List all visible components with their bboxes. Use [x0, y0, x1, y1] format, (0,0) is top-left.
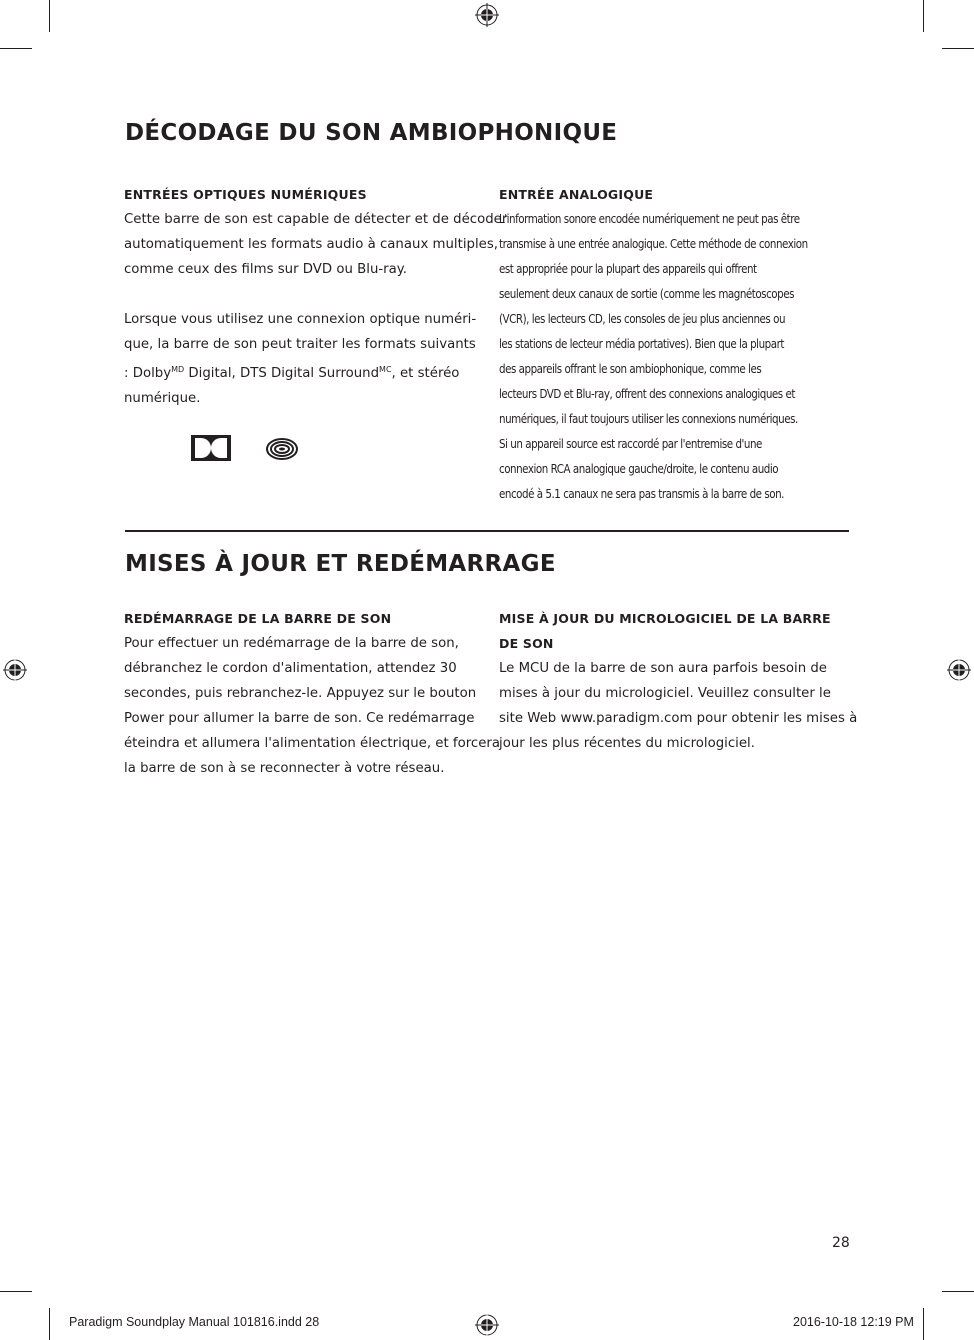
text-line: seulement deux canaux de sortie (comme les magnétoscopes	[499, 287, 794, 301]
crop-mark	[942, 1291, 974, 1292]
text-line: site Web www.paradigm.com pour obtenir les mises à	[499, 711, 858, 726]
registration-mark-icon	[1, 656, 29, 684]
text-line: mises à jour du micrologiciel. Veuillez consulter le	[499, 686, 831, 701]
text-line: encodé à 5.1 canaux ne sera pas transmis à la barre de son.	[499, 487, 784, 501]
dolby-audio-logo	[189, 435, 233, 487]
section-divider	[125, 530, 849, 532]
text-line: débranchez le cordon d'alimentation, attendez 30	[124, 661, 457, 676]
section-title: MISES À JOUR ET REDÉMARRAGE	[125, 551, 556, 577]
text-line: que, la barre de son peut traiter les formats suivants	[124, 337, 476, 352]
text-line: (VCR), les lecteurs CD, les consoles de jeu plus anciennes ou	[499, 312, 786, 326]
text-line: Cette barre de son est capable de détecter et de décoder	[124, 212, 508, 227]
text-line: lecteurs DVD et Blu-ray, offrent des connexions analogiques et	[499, 387, 795, 401]
crop-mark	[923, 0, 924, 32]
dts-swirl-icon	[265, 436, 299, 462]
crop-mark	[49, 0, 50, 32]
page-number: 28	[832, 1235, 850, 1251]
paragraph	[124, 631, 501, 781]
text-line: secondes, puis rebranchez-le. Appuyez sur le bouton	[124, 686, 477, 701]
crop-mark	[942, 48, 974, 49]
text-line: Pour effectuer un redémarrage de la barre de son,	[124, 636, 459, 651]
registration-mark-icon	[473, 1311, 501, 1339]
text-line: est appropriée pour la plupart des appareils qui offrent	[499, 262, 757, 276]
crop-mark	[0, 48, 32, 49]
section-title: DÉCODAGE DU SON AMBIOPHONIQUE	[125, 120, 618, 146]
left-column	[124, 606, 501, 781]
subheading: REDÉMARRAGE DE LA BARRE DE SON	[124, 611, 392, 626]
registration-mark-icon	[473, 1, 501, 29]
trademark-superscript: MD	[171, 365, 185, 374]
text-line: Le MCU de la barre de son aura parfois besoin de	[499, 661, 827, 676]
paragraph	[124, 207, 508, 411]
text-fragment: Digital, DTS Digital Surround	[184, 366, 380, 381]
right-column	[499, 606, 859, 756]
text-line: Si un appareil source est raccordé par l'entremise d'une	[499, 437, 762, 451]
dts-digital-surround-logo	[263, 434, 398, 486]
crop-mark	[49, 1308, 50, 1340]
footer-datetime: 2016-10-18 12:19 PM	[793, 1315, 914, 1329]
text-line: les stations de lecteur média portatives). Bien que la plupart	[499, 337, 784, 351]
text-fragment: , et stéréo	[391, 366, 460, 381]
registration-mark-icon	[945, 656, 973, 684]
right-column	[499, 182, 854, 507]
text-line: éteindra et allumera l'alimentation électrique, et forcera	[124, 736, 501, 751]
text-line: L'information sonore encodée numériquement ne peut pas être	[499, 212, 800, 226]
text-line	[124, 357, 479, 386]
text-line: Lorsque vous utilisez une connexion optique numéri-	[124, 312, 477, 327]
subheading: ENTRÉE ANALOGIQUE	[499, 187, 654, 202]
subheading: ENTRÉES OPTIQUES NUMÉRIQUES	[124, 187, 367, 202]
text-line: connexion RCA analogique gauche/droite, le contenu audio	[499, 462, 779, 476]
footer-filename: Paradigm Soundplay Manual 101816.indd 28	[69, 1315, 320, 1329]
dolby-double-d-icon	[191, 435, 231, 461]
text-fragment: : Dolby	[124, 366, 172, 381]
text-line: numériques, il faut toujours utiliser les connexions numériques.	[499, 412, 798, 426]
text-line: automatiquement les formats audio à canaux multiples,	[124, 237, 498, 252]
paragraph	[499, 656, 859, 756]
text-line: comme ceux des films sur DVD ou Blu-ray.	[124, 262, 407, 277]
crop-mark	[0, 1291, 32, 1292]
subheading: DE SON	[499, 636, 554, 651]
paragraph	[499, 207, 850, 507]
crop-mark	[923, 1308, 924, 1340]
blank-line	[124, 282, 479, 307]
subheading: MISE À JOUR DU MICROLOGICIEL DE LA BARRE	[499, 611, 831, 626]
left-column	[124, 182, 508, 411]
text-line: numérique.	[124, 391, 201, 406]
text-line: transmise à une entrée analogique. Cette méthode de connexion	[499, 237, 808, 251]
text-line: Power pour allumer la barre de son. Ce redémarrage	[124, 711, 475, 726]
trademark-superscript: MC	[379, 365, 392, 374]
text-line: la barre de son à se reconnecter à votre réseau.	[124, 761, 445, 776]
text-line: jour les plus récentes du micrologiciel.	[499, 736, 755, 751]
text-line: des appareils offrant le son ambiophonique, comme les	[499, 362, 762, 376]
